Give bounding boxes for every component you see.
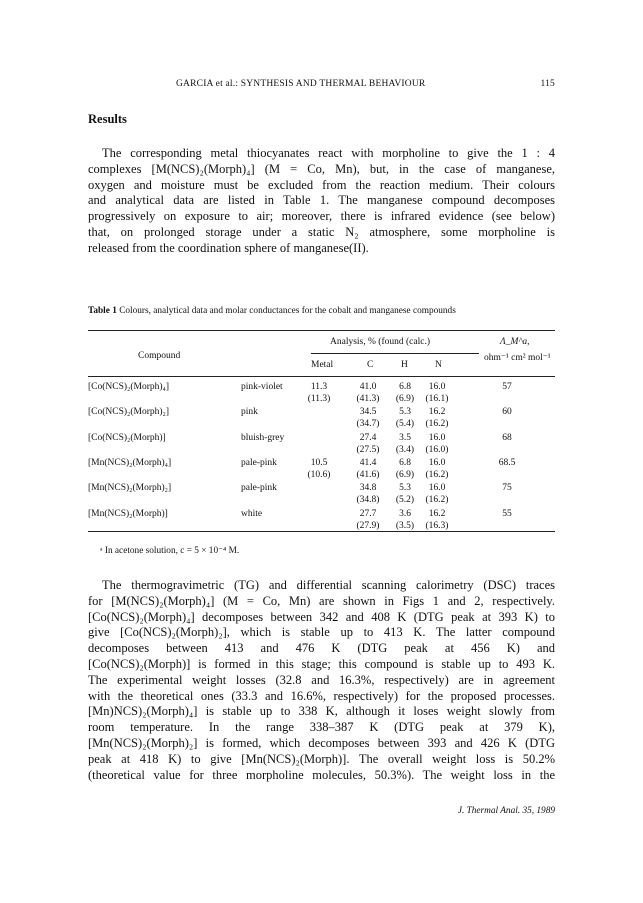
header-h: H — [401, 360, 408, 370]
cell-n-found: 16.0 — [428, 432, 446, 443]
cell-h-found: 5.3 — [399, 407, 411, 418]
text-line: The corresponding metal thiocyanates react with morpholine to give the 1 : 4 — [102, 146, 555, 160]
cell-n-calc: (16.3) — [425, 520, 449, 531]
header-compound: Compound — [138, 351, 181, 361]
cell-compound: [Co(NCS)₂(Morph)₄] — [88, 382, 170, 392]
cell-n-calc: (16.2) — [425, 469, 449, 480]
cell-h-calc: (5.4) — [395, 419, 415, 430]
journal-citation: J. Thermal Anal. 35, 1989 — [457, 806, 555, 816]
cell-n-calc: (16.0) — [425, 444, 449, 455]
cell-c-found: 41.4 — [359, 457, 377, 468]
cell-c-found: 34.5 — [359, 407, 377, 418]
cell-h-found: 6.8 — [399, 382, 411, 392]
cell-h-calc: (6.9) — [395, 469, 415, 480]
text-line: oxygen and moisture must be excluded from the reaction medium. Their colours — [88, 177, 555, 192]
text-line: decomposes between 413 and 476 K (DTG peak at 456 K) and — [88, 641, 555, 656]
table-analysis-rule — [311, 353, 479, 354]
page-number: 115 — [540, 79, 555, 89]
cell-c-calc: (27.5) — [356, 444, 380, 455]
cell-c-found: 41.0 — [359, 382, 377, 392]
cell-metal-calc: (10.6) — [307, 469, 331, 480]
cell-h-found: 6.8 — [399, 457, 411, 468]
running-title: GARCIA et al.: SYNTHESIS AND THERMAL BEHAVIOUR — [176, 79, 426, 89]
header-analysis: Analysis, % (found (calc.) — [330, 337, 430, 347]
cell-compound: [Co(NCS)₂(Morph)] — [88, 432, 166, 443]
text-line: and analytical data are listed in Table 1. The manganese compound decomposes — [88, 193, 555, 208]
cell-h-calc: (3.4) — [395, 444, 415, 455]
cell-c-calc: (27.9) — [356, 520, 380, 531]
cell-n-found: 16.2 — [428, 508, 446, 519]
text-line: (theoretical value for three morpholine molecules, 50.3%). The weight loss in the — [88, 767, 555, 782]
cell-molar-conductance: 68.5 — [498, 457, 516, 468]
cell-c-found: 27.4 — [359, 432, 377, 443]
cell-compound: [Mn(NCS)₂(Morph)₂] — [88, 483, 172, 494]
header-lambda: Λ_M^a, — [500, 337, 530, 347]
cell-molar-conductance: 55 — [502, 508, 512, 519]
cell-h-calc: (5.2) — [395, 495, 415, 506]
text-line: [Mn(NCS)₂(Morph)₂] is formed, which decomposes between 393 and 426 K (DTG — [88, 735, 555, 750]
header-lambda-units: ohm⁻¹ cm² mol⁻¹ — [484, 353, 551, 363]
table-label: Table 1 — [88, 306, 117, 316]
header-n: N — [435, 360, 442, 370]
cell-n-found: 16.0 — [428, 457, 446, 468]
cell-colour: pale-pink — [241, 457, 277, 468]
table-header-rule — [88, 376, 555, 377]
cell-compound: [Mn(NCS)₂(Morph)₄] — [88, 457, 172, 468]
cell-n-found: 16.0 — [428, 483, 446, 494]
text-line: The thermogravimetric (TG) and differential scanning calorimetry (DSC) traces — [102, 578, 555, 592]
cell-h-calc: (3.5) — [395, 520, 415, 531]
cell-n-found: 16.2 — [428, 407, 446, 418]
text-line: [Co(NCS)₂(Morph)] is formed in this stage; this compound is stable up to 493 K. — [88, 656, 555, 671]
cell-colour: white — [241, 508, 263, 519]
cell-c-calc: (41.6) — [356, 469, 380, 480]
cell-colour: pale-pink — [241, 483, 277, 494]
cell-h-found: 3.5 — [399, 432, 411, 443]
cell-molar-conductance: 75 — [502, 483, 512, 494]
cell-n-calc: (16.2) — [425, 419, 449, 430]
cell-molar-conductance: 57 — [502, 382, 512, 392]
paragraph-results-intro — [88, 146, 555, 257]
text-line: give [Co(NCS)₂(Morph)₂], which is stable up to 413 K. The latter compound — [88, 625, 555, 640]
cell-colour: pink-violet — [241, 382, 283, 392]
cell-c-calc: (41.3) — [356, 394, 380, 404]
table-top-rule — [88, 330, 555, 331]
table-bottom-rule — [88, 531, 555, 532]
text-line: The experimental weight losses (32.8 and 16.3%, respectively) are in agreement — [88, 672, 555, 687]
text-line: progressively on exposure to air; moreover, there is infrared evidence (see below) — [88, 209, 555, 224]
cell-n-found: 16.0 — [428, 382, 446, 392]
cell-compound: [Mn(NCS)₂(Morph)] — [88, 508, 168, 519]
paragraph-thermal-analysis — [88, 578, 555, 783]
cell-compound: [Co(NCS)₂(Morph)₂] — [88, 407, 170, 418]
text-line: [Co(NCS)₂(Morph)₄] decomposes between 342 and 408 K (DTG peak at 393 K) to — [88, 609, 555, 624]
cell-metal-found: 11.3 — [310, 382, 328, 392]
cell-molar-conductance: 60 — [502, 407, 512, 418]
text-line: [Mn)NCS)₂(Morph)₄] is stable up to 338 K, although it loses weight slowly from — [88, 704, 555, 719]
cell-colour: bluish-grey — [241, 432, 285, 443]
header-metal: Metal — [311, 360, 334, 370]
text-line: for [M(NCS)₂(Morph)₄] (M = Co, Mn) are shown in Figs 1 and 2, respectively. — [88, 593, 555, 608]
cell-molar-conductance: 68 — [502, 432, 512, 443]
cell-c-found: 34.8 — [359, 483, 377, 494]
cell-h-calc: (6.9) — [395, 394, 415, 404]
text-line: that, on prolonged storage under a static N₂ atmosphere, some morpholine is — [88, 224, 555, 239]
cell-colour: pink — [241, 407, 258, 418]
cell-n-calc: (16.1) — [425, 394, 449, 404]
table-caption-text: Colours, analytical data and molar conductances for the cobalt and manganese compounds — [119, 306, 456, 316]
header-c: C — [367, 360, 374, 370]
cell-metal-calc: (11.3) — [307, 394, 331, 404]
text-line: peak at 418 K) to give [Mn(NCS)₂(Morph)]. The overall weight loss is 50.2% — [88, 751, 555, 766]
cell-c-calc: (34.7) — [356, 419, 380, 430]
table-caption — [88, 306, 555, 316]
cell-h-found: 5.3 — [399, 483, 411, 494]
cell-c-found: 27.7 — [359, 508, 377, 519]
cell-h-found: 3.6 — [399, 508, 411, 519]
text-line: room temperature. In the range 338–387 K (DTG peak at 379 K), — [88, 720, 555, 735]
cell-metal-found: 10.5 — [310, 457, 328, 468]
section-title: Results — [88, 112, 127, 126]
text-line: released from the coordination sphere of manganese(II). — [88, 240, 369, 255]
text-line: complexes [M(NCS)₂(Morph)₄] (M = Co, Mn), but, in the case of manganese, — [88, 161, 555, 176]
cell-n-calc: (16.2) — [425, 495, 449, 506]
table-footnote: ᵃ In acetone solution, c = 5 × 10⁻⁴ M. — [100, 546, 240, 556]
text-line: with the theoretical ones (33.3 and 16.6%, respectively) for the proposed processes. — [88, 688, 555, 703]
cell-c-calc: (34.8) — [356, 495, 380, 506]
